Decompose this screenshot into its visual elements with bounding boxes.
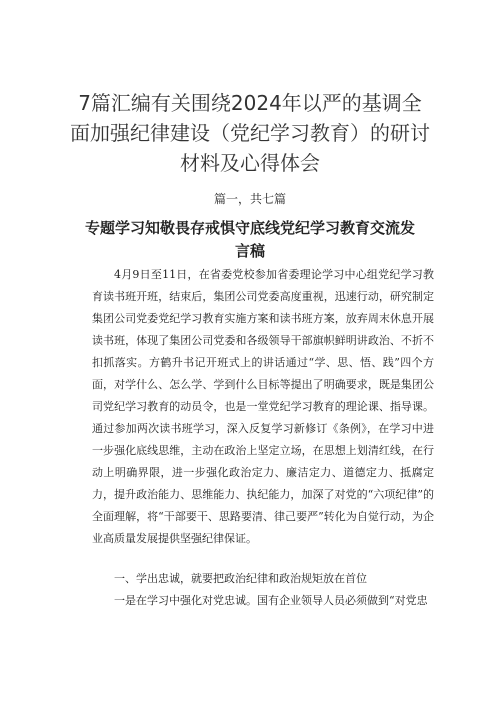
section-heading: 一、学出忠诚，就要把政治纪律和政治规矩放在首位 [114,572,367,585]
article-title: 专题学习知敬畏存戒惧守底线党纪学习教育交流发言稿 [84,219,415,260]
section-label: 篇一，共七篇 [213,192,286,206]
document-title: 7篇汇编有关围绕2024年以严的基调全面加强纪律建设（党纪学习教育）的研讨材料及心得体会 [70,91,430,175]
body-paragraph: 一是在学习中强化对党忠诚。国有企业领导人员必须做到“对党忠 [114,594,428,607]
body-paragraph: 4月9日至11日，在省委党校参加省委理论学习中心组党纪学习教育读书班开班，结束后，集团公司党委高度重视，迅速行动，研究制定集团公司党委党纪学习教育实施方案和读书班方案，放弃周末休息开展读书班，体现了集团公司党委和各级领导干部旗帜鲜明讲政治、不折不扣抓落实。方鹤升书记开班式上的讲话通过“学、思、悟、践”四个方面，对学什么、怎么学、学到什么目标等提出了明确要求，既是集团公司党纪学习教育的动员令，也是一堂党纪学习教育的理论课、指导课。通过参加两次读书班学习，深入反复学习新修订《条例》，在学习中进一步强化底线思维，主动在政治上坚定立场，在思想上划清红线，在行动上明确界限，进一步强化政治定力、廉洁定力、道德定力、抵腐定力，提升政治能力、思维能力、执纪能力，加深了对党的“六项纪律”的全面理解，将“干部要干、思路要清、律己要严”转化为自觉行动，为企业高质量发展提供坚强纪律保证。 [92,268,434,545]
